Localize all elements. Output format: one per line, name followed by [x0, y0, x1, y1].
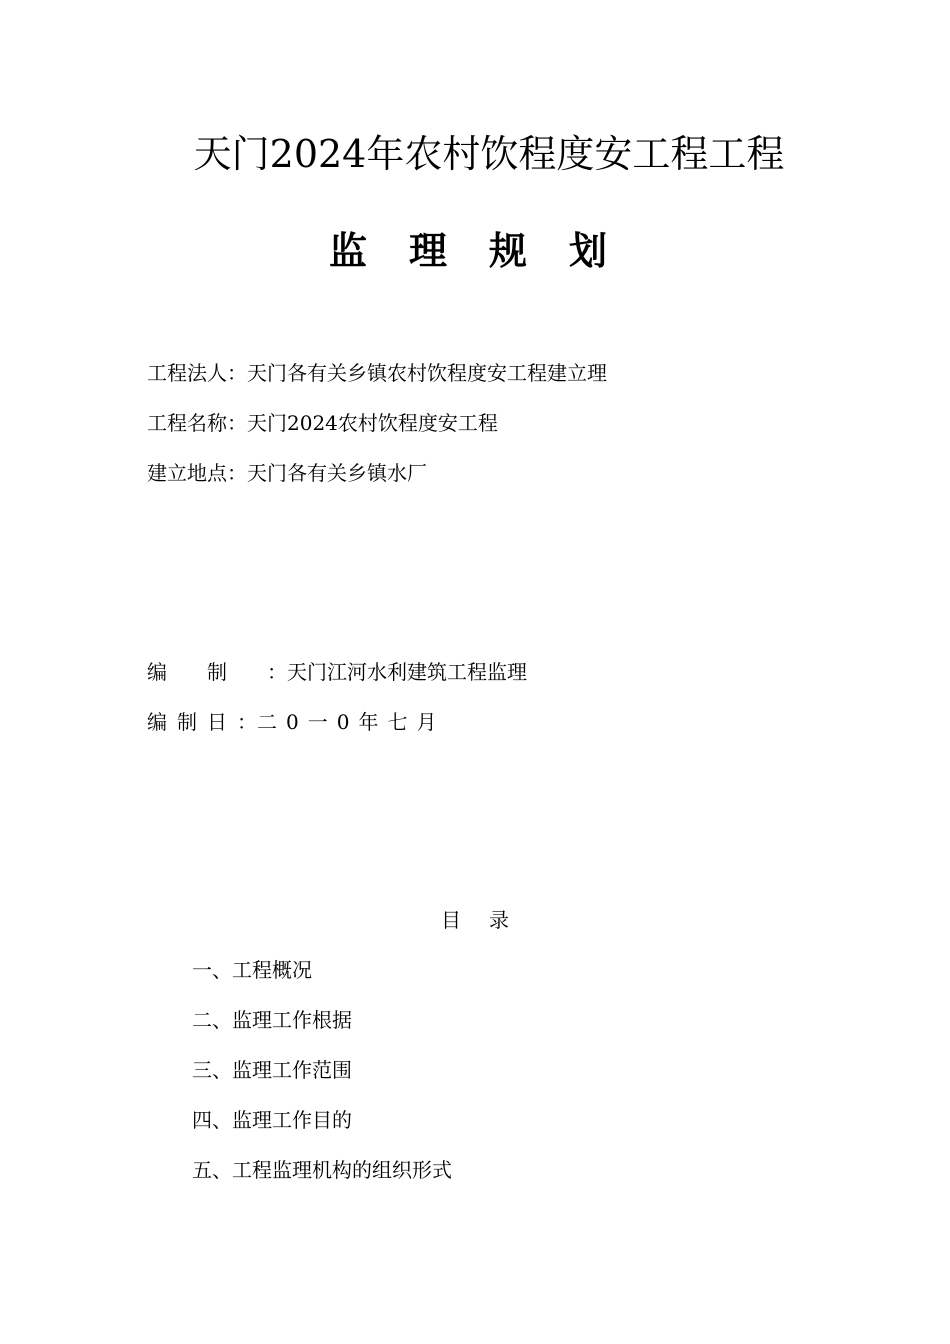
document-subtitle: 监理规划: [328, 228, 649, 273]
project-location-value: 天门各有关乡镇水厂: [247, 461, 427, 485]
toc-item: 五、工程监理机构的组织形式: [192, 1158, 452, 1182]
document-title: 天门2024年农村饮程度安工程工程: [193, 132, 785, 176]
toc-item: 二、监理工作根据: [192, 1008, 352, 1032]
project-name-value: 天门2024农村饮程度安工程: [247, 411, 498, 435]
project-owner-label: 工程法人：: [147, 361, 247, 385]
compile-date-label: 编制日: [147, 710, 237, 734]
compile-date-value: 二0一0年七月: [257, 710, 446, 734]
project-owner-row: [147, 358, 607, 388]
toc-item: 三、监理工作范围: [192, 1058, 352, 1082]
toc-heading: 目录: [441, 908, 537, 932]
editor-row: [147, 657, 527, 687]
project-location-row: [147, 458, 427, 488]
toc-item: 一、工程概况: [192, 958, 312, 982]
compile-date-row: [147, 707, 445, 737]
compile-date-colon: ：: [237, 710, 257, 734]
editor-value: 天门江河水利建筑工程监理: [287, 660, 527, 684]
toc-item: 四、监理工作目的: [192, 1108, 352, 1132]
project-name-label: 工程名称：: [147, 411, 247, 435]
project-location-label: 建立地点：: [147, 461, 247, 485]
project-name-row: [147, 408, 498, 438]
project-owner-value: 天门各有关乡镇农村饮程度安工程建立理: [247, 361, 607, 385]
toc-list: [192, 955, 452, 1205]
editor-label: 编制: [147, 660, 267, 684]
editor-colon: ：: [267, 660, 287, 684]
